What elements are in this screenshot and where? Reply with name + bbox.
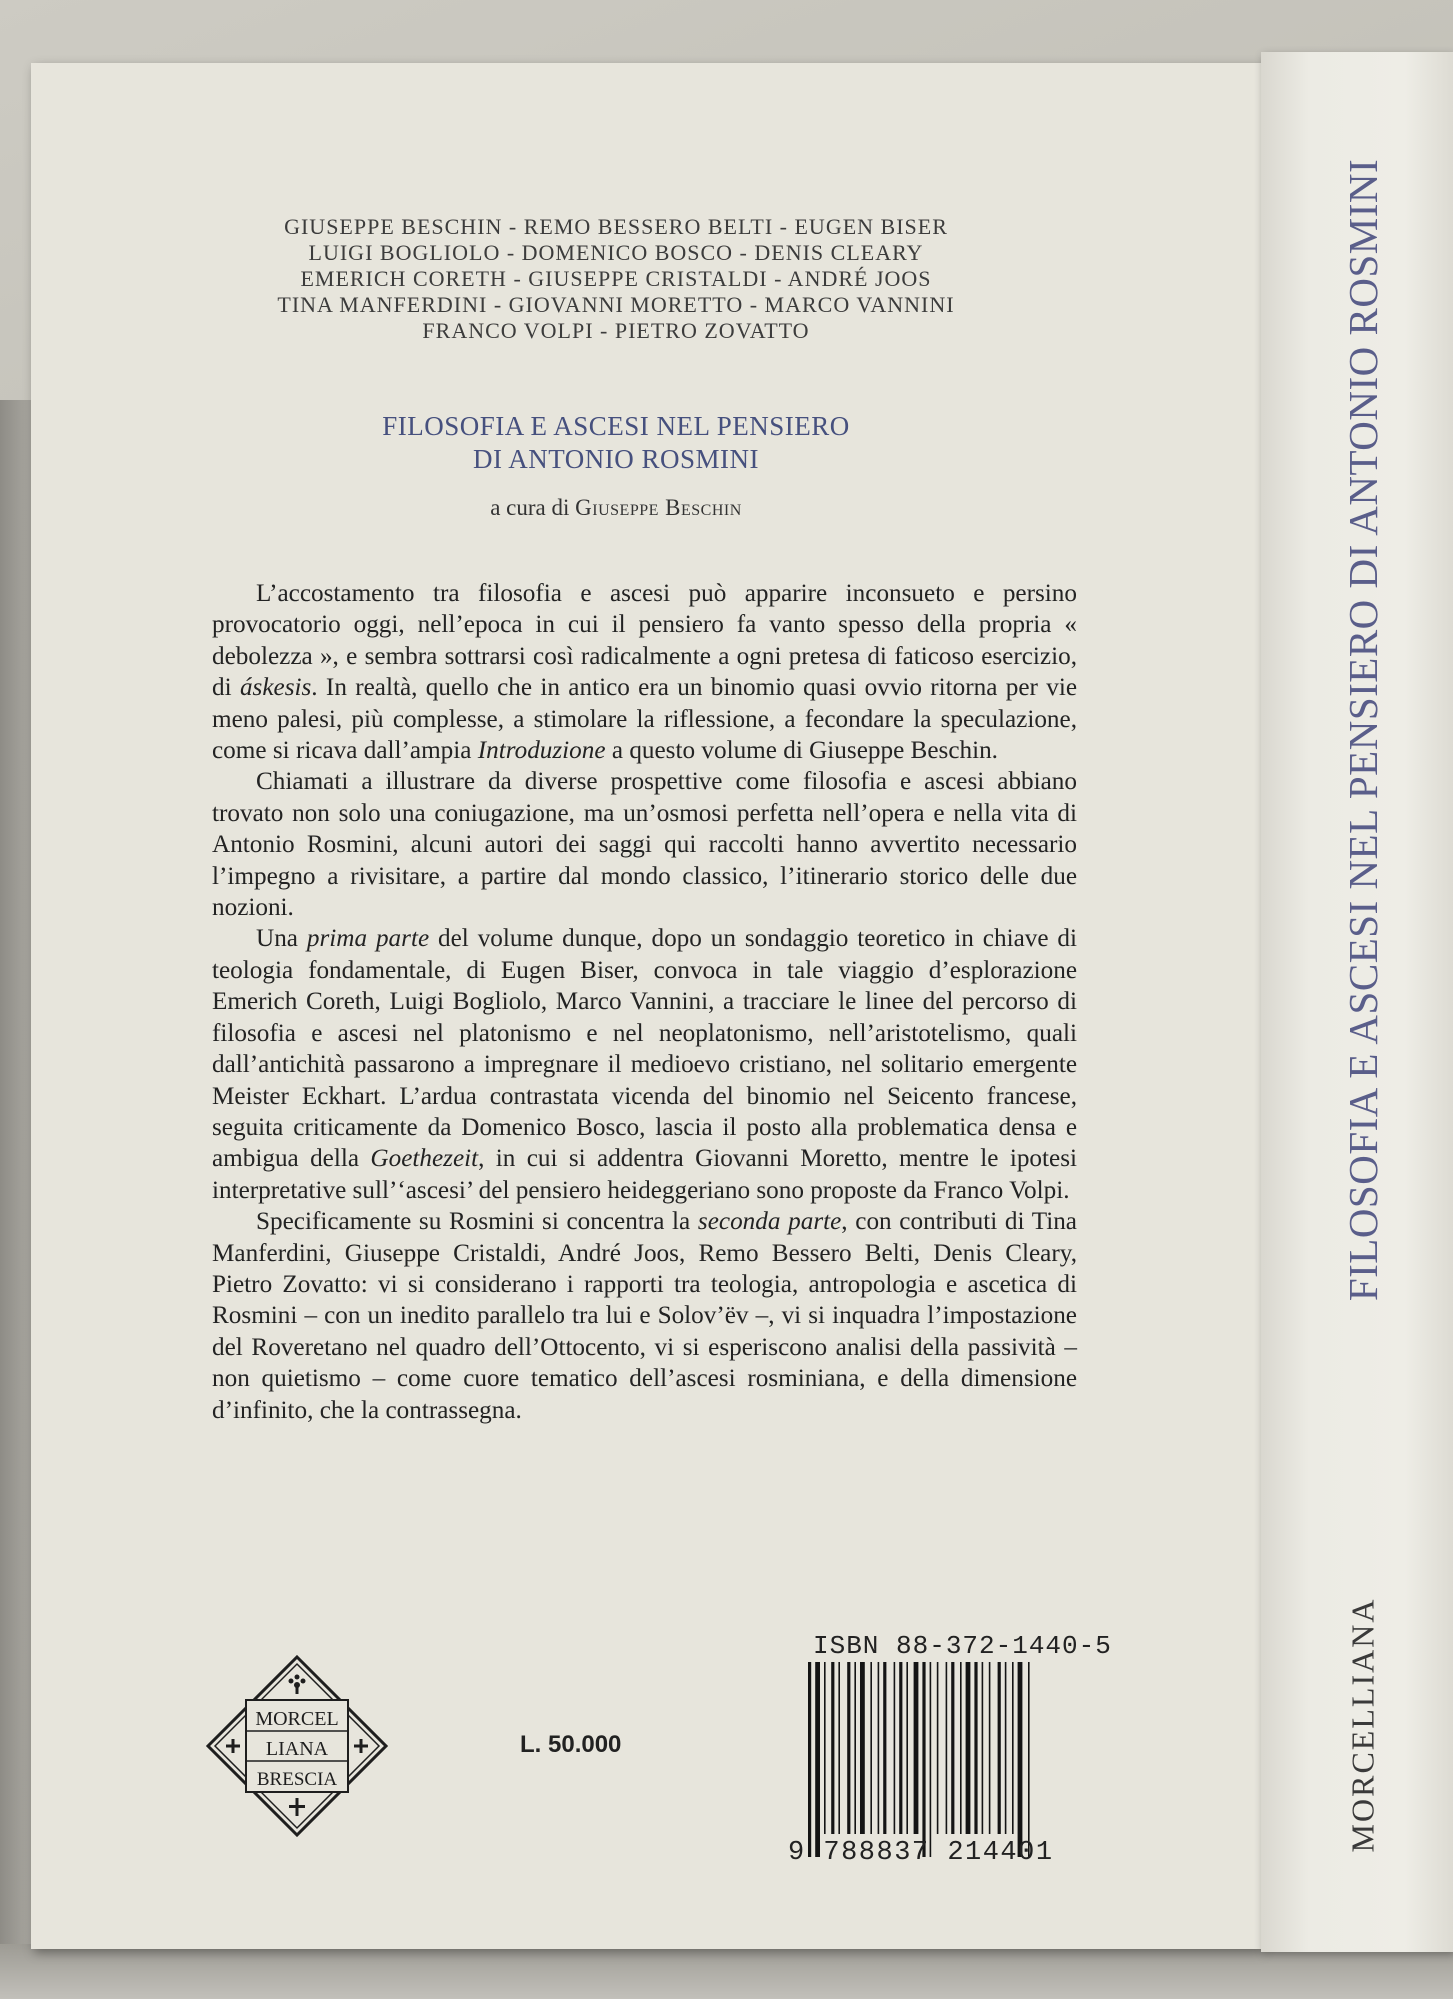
barcode-bar [899, 1662, 902, 1834]
table-surface [0, 1944, 1453, 1999]
barcode-bar [808, 1662, 811, 1857]
barcode-bar [914, 1662, 919, 1834]
barcode-bar [966, 1662, 971, 1834]
barcode-bar [960, 1662, 962, 1834]
book-title [241, 410, 991, 476]
logo-text: MORCEL [255, 1708, 339, 1730]
barcode-bar [906, 1662, 908, 1834]
price-label: L. 50.000 [520, 1731, 622, 1758]
author-line: FRANCO VOLPI - PIETRO ZOVATTO [422, 318, 810, 343]
blurb-paragraph: Una prima parte del volume dunque, dopo un sondaggio teoretico in chiave di teologia fondamentale, di Eugen Biser, convoca in tale viaggio d’esplorazione Emerich Coreth, Luigi Bogliolo, Marco Vannini, a tracciare le linee del percorso di filosofia e ascesi nel platonismo e nel neoplatonismo, nell’aristotelismo, quali dall’antichità passarono a impregnare il medioevo cristiano, nel solitario emergente Meister Eckhart. L’ardua contrastata vicenda del binomio nel Seicento francese, seguita criticamente da Domenico Bosco, lascia il posto alla problematica densa e ambigua della Goethezeit, in cui si addentra Giovanni Moretto, mentre le ipotesi interpretative sull’‘ascesi’ del pensiero heideggeriano sono proposte da Franco Volpi. [212, 925, 1078, 1204]
barcode-bar [878, 1662, 880, 1834]
barcode-bar [870, 1662, 872, 1834]
barcode-bar [1005, 1662, 1007, 1834]
barcode-bar [838, 1662, 840, 1834]
barcode-bar [930, 1662, 932, 1857]
author-line: GIUSEPPE BESCHIN - REMO BESSERO BELTI - EUGEN BISER [284, 214, 948, 239]
blurb-text [212, 578, 1077, 1426]
logo-text: LIANA [265, 1738, 329, 1760]
isbn-label: ISBN 88-372-1440-5 [813, 1631, 1112, 1661]
blurb-paragraph: Specificamente su Rosmini si concentra la seconda parte, con contributi di Tina Manferdini, Giuseppe Cristaldi, André Joos, Remo Bessero Belti, Denis Cleary, Pietro Zovatto: vi si considerano i rapporti tra teologia, antropologia e ascetica di Rosmini – con un inedito parallelo tra lui e Solov’ëv –, vi si inquadra l’impostazione del Roveretano nel quadro dell’Ottocento, vi si esperiscono analisi della passività – non quietismo – come cuore tematico dell’ascesi rosminiana, e della dimensione d’infinito, che la contrassegna. [212, 1208, 1077, 1424]
barcode-digits: 9 788837 214401 [788, 1838, 1054, 1868]
barcode-bar [1028, 1662, 1030, 1857]
barcode-bar [1018, 1662, 1023, 1857]
barcode-bar [982, 1662, 984, 1834]
barcode-bar [831, 1662, 834, 1834]
barcode-bar [824, 1662, 826, 1834]
blurb-paragraph: L’accostamento tra filosofia e ascesi può apparire inconsueto e persino provocatorio oggi, nell’epoca in cui il pensiero fa vanto spesso della propria « debolezza », e sembra sottrarsi così radicalmente a ogni pretesa di faticoso esercizio, di áskesis. In realtà, quello che in antico era un binomio quasi ovvio ritorna per vie meno palesi, più complesse, a stimolare la riflessione, a fecondare la speculazione, come si ricava dall’ampia Introduzione a questo volume di Giuseppe Beschin. [212, 580, 1078, 765]
editor-credit [241, 495, 991, 521]
barcode-icon [806, 1662, 1076, 1857]
author-line: TINA MANFERDINI - GIOVANNI MORETTO - MARCO VANNINI [277, 292, 955, 317]
title-line-1: FILOSOFIA E ASCESI NEL PENSIERO [382, 411, 850, 441]
barcode-bar [946, 1662, 948, 1834]
title-line-2: DI ANTONIO ROSMINI [472, 444, 759, 474]
barcode-bar [1012, 1662, 1014, 1834]
barcode-bar [922, 1662, 925, 1857]
barcode-bar [989, 1662, 991, 1834]
barcode-bar [860, 1662, 865, 1834]
publisher-logo-icon [206, 1655, 388, 1837]
barcode-bar [815, 1662, 820, 1857]
blurb-paragraph: Chiamati a illustrare da diverse prospettive come filosofia e ascesi abbiano trovato non solo una coniugazione, ma un’osmosi perfetta nell’opera e nella vita di Antonio Rosmini, alcuni autori dei saggi qui raccolti hanno avvertito necessario l’impegno a rivisitare, a partire dal mondo classico, l’itinerario storico delle due nozioni. [212, 768, 1077, 922]
logo-text: BRESCIA [256, 1769, 338, 1790]
author-list [241, 214, 991, 344]
barcode-bar [894, 1662, 896, 1834]
barcode-bar [951, 1662, 954, 1834]
editor-name: Giuseppe Beschin [575, 495, 742, 520]
barcode-bar [854, 1662, 856, 1834]
barcode-bar [974, 1662, 977, 1834]
barcode-bar [998, 1662, 1001, 1834]
barcode-bar [883, 1662, 886, 1834]
barcode-bar [937, 1662, 939, 1834]
barcode-bar [847, 1662, 850, 1834]
author-line: EMERICH CORETH - GIUSEPPE CRISTALDI - ANDRÉ JOOS [300, 266, 932, 291]
editor-prefix: a cura di [490, 495, 570, 520]
author-line: LUIGI BOGLIOLO - DOMENICO BOSCO - DENIS CLEARY [308, 240, 924, 265]
